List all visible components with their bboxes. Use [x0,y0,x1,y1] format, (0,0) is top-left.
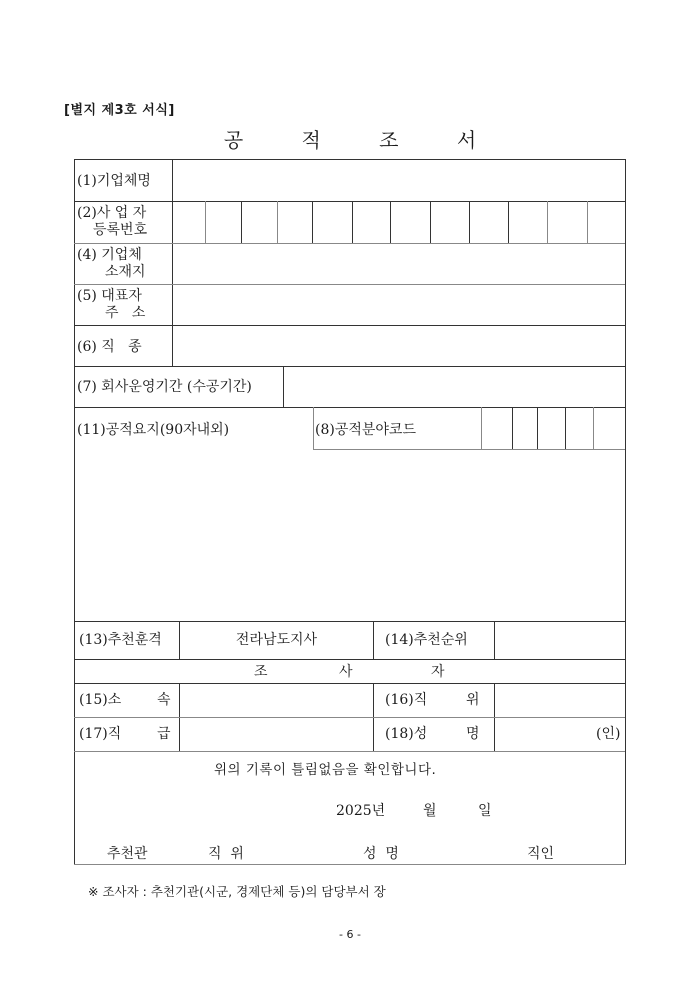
business-reg-box-3[interactable] [242,202,276,242]
official-seal: 직인 [527,846,555,862]
label-merit-summary: (11)공적요지(90자내외) [77,422,230,438]
business-reg-box-6[interactable] [353,202,389,242]
label-affiliation-a: (15)소 [79,692,122,708]
label-company-name: (1)기업체명 [77,173,151,189]
page-number: - 6 - [339,928,361,941]
merit-code-box-4[interactable] [566,408,592,448]
confirmation-statement: 위의 기록이 틀림없음을 확인합니다. [214,762,437,778]
label-name-b: 명 [466,726,480,742]
business-reg-box-5[interactable] [313,202,351,242]
label-company-location-2: 소재지 [105,264,146,280]
company-name-field[interactable] [174,161,624,200]
recommended-award-value[interactable]: 전라남도지사 [235,632,318,648]
business-reg-box-11[interactable] [548,202,586,242]
position-field[interactable] [496,684,624,716]
recommended-rank-field[interactable] [496,622,624,658]
label-ceo-address-2: 주 소 [105,305,146,321]
label-company-location: (4) 기업체 [77,247,142,263]
company-location-field[interactable] [174,244,624,283]
recommender-position[interactable]: 직 위 [208,846,244,862]
merit-code-box-2[interactable] [513,408,536,448]
label-affiliation-b: 속 [157,692,171,708]
label-business-reg-no: (2)사 업 자 [77,205,147,221]
label-ceo-address: (5) 대표자 [77,288,142,304]
label-position-a: (16)직 [385,692,428,708]
business-reg-box-12[interactable] [588,202,624,242]
merit-code-box-3[interactable] [538,408,564,448]
recommender-label: 추천관 [107,846,148,862]
business-reg-box-8[interactable] [431,202,468,242]
business-reg-box-7[interactable] [391,202,429,242]
label-merit-field-code: (8)공적분야코드 [315,422,416,438]
business-reg-box-9[interactable] [470,202,507,242]
page-title: 공 적 조 서 [223,128,503,152]
form-tag: [별지 제3호 서식] [64,103,175,118]
business-reg-box-4[interactable] [278,202,311,242]
label-operating-period: (7) 회사운영기간 (수공기간) [77,379,252,395]
label-position-b: 위 [466,692,480,708]
business-reg-box-2[interactable] [206,202,240,242]
merit-code-box-5[interactable] [594,408,624,448]
label-recommended-award: (13)추천훈격 [79,632,162,648]
footnote: ※ 조사자 : 추천기관(시군, 경제단체 등)의 담당부서 장 [88,884,386,899]
label-occupation: (6) 직 종 [77,339,142,355]
label-name-a: (18)성 [385,726,428,742]
grade-field[interactable] [181,718,372,750]
merit-code-box-1[interactable] [482,408,511,448]
label-business-reg-no-2: 등록번호 [93,222,148,238]
operating-period-field[interactable] [285,367,624,406]
date-month[interactable]: 월 [423,803,437,819]
affiliation-field[interactable] [181,684,372,716]
business-reg-box-1[interactable] [173,202,204,242]
date-year[interactable]: 2025년 [336,803,386,819]
date-day[interactable]: 일 [478,803,492,819]
investigator-title-3: 자 [431,664,445,680]
investigator-title-1: 조 [254,664,268,680]
label-grade-a: (17)직 [79,726,122,742]
occupation-field[interactable] [174,326,624,365]
label-grade-b: 급 [157,726,171,742]
business-reg-box-10[interactable] [509,202,546,242]
seal-mark: (인) [596,726,621,742]
investigator-title-2: 사 [339,664,353,680]
merit-summary-field[interactable] [76,450,624,620]
label-recommended-rank: (14)추천순위 [385,632,468,648]
recommender-name[interactable]: 성 명 [363,846,399,862]
ceo-address-field[interactable] [174,285,624,324]
